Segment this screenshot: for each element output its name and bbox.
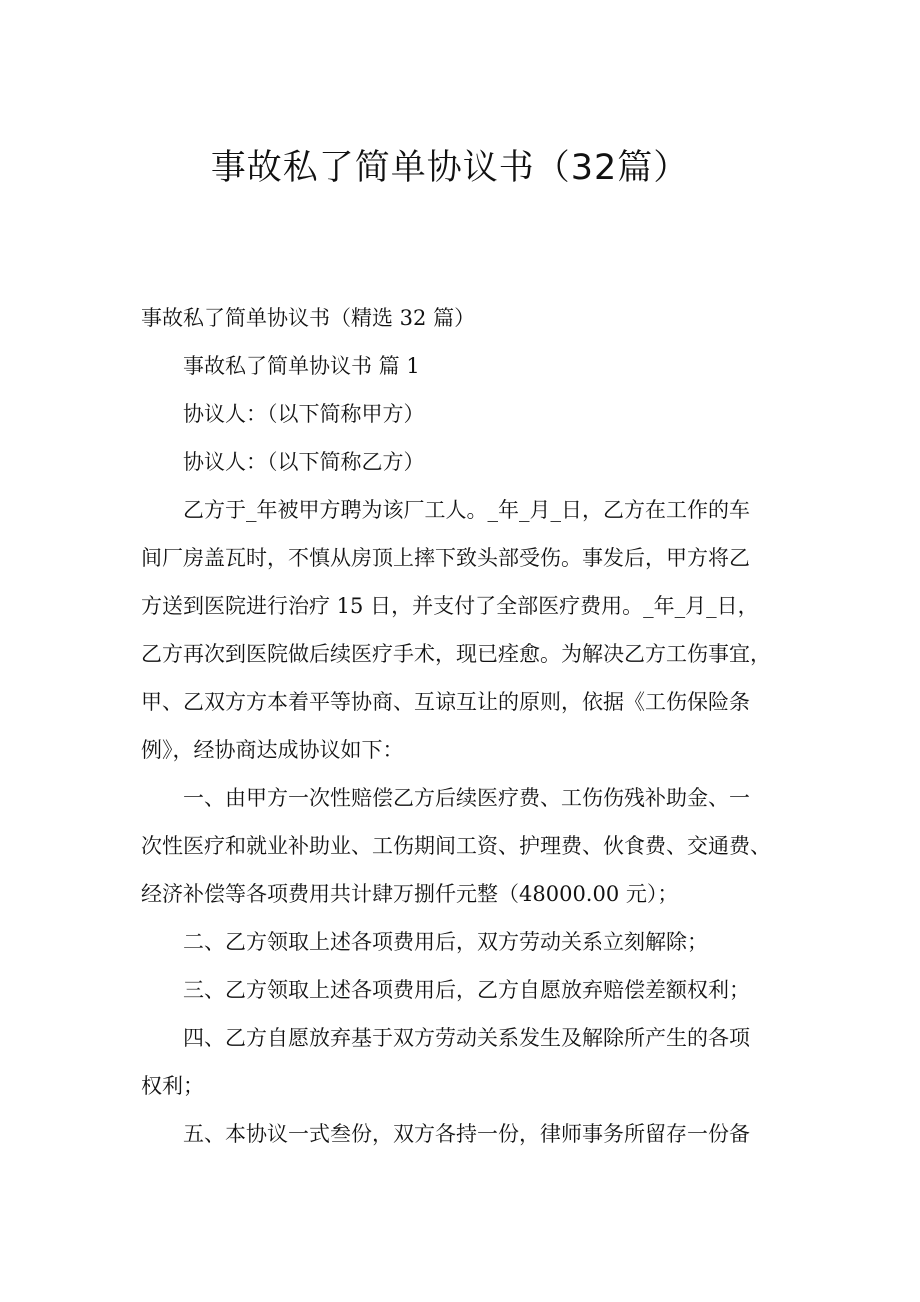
paragraph-line: 一、由甲方一次性赔偿乙方后续医疗费、工伤伤残补助金、一 xyxy=(183,786,750,810)
paragraph-line: 甲、乙双方方本着平等协商、互谅互让的原则，依据《工伤保险条 xyxy=(141,690,750,714)
paragraph-line: 五、本协议一式叁份，双方各持一份，律师事务所留存一份备 xyxy=(183,1122,750,1146)
paragraph-line: 间厂房盖瓦时，不慎从房顶上摔下致头部受伤。事发后，甲方将乙 xyxy=(141,546,750,570)
document-title: 事故私了简单协议书（32篇） xyxy=(210,148,690,188)
paragraph-line: 例》，经协商达成协议如下： xyxy=(141,738,404,762)
paragraph-line: 事故私了简单协议书 篇 1 xyxy=(183,354,420,378)
paragraph-line: 协议人：（以下简称甲方） xyxy=(183,402,425,426)
paragraph-line: 方送到医院进行治疗 15 日，并支付了全部医疗费用。_年_月_日， xyxy=(141,594,759,618)
paragraph-line: 事故私了简单协议书（精选 32 篇） xyxy=(141,306,476,330)
document-body xyxy=(141,294,781,1158)
paragraph-line: 三、乙方领取上述各项费用后，乙方自愿放弃赔偿差额权利； xyxy=(183,978,750,1002)
paragraph-line: 经济补偿等各项费用共计肆万捌仟元整（48000.00 元）； xyxy=(141,882,679,906)
paragraph-line: 四、乙方自愿放弃基于双方劳动关系发生及解除所产生的各项 xyxy=(183,1026,750,1050)
paragraph-line: 次性医疗和就业补助业、工伤期间工资、护理费、伙食费、交通费、 xyxy=(141,834,771,858)
paragraph-line: 协议人：（以下简称乙方） xyxy=(183,450,425,474)
paragraph-line: 二、乙方领取上述各项费用后，双方劳动关系立刻解除； xyxy=(183,930,708,954)
paragraph-line: 乙方再次到医院做后续医疗手术，现已痊愈。为解决乙方工伤事宜， xyxy=(141,642,771,666)
paragraph-line: 乙方于_年被甲方聘为该厂工人。_年_月_日，乙方在工作的车 xyxy=(183,498,750,522)
paragraph-line: 权利； xyxy=(141,1074,204,1098)
